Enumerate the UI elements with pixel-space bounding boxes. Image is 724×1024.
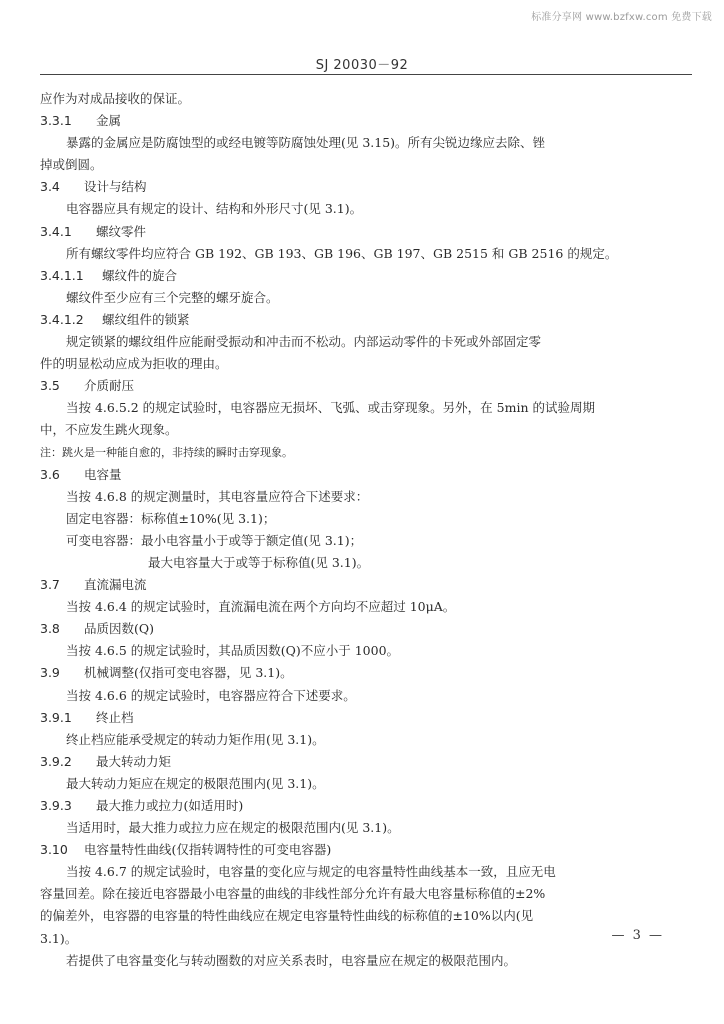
paragraph-line: 固定电容器：标称值±10%(见 3.1)； [66, 510, 276, 526]
paragraph-line: 应作为对成品接收的保证。 [40, 91, 191, 106]
paragraph-line: 若提供了电容量变化与转动圈数的对应关系表时，电容量应在规定的极限范围内。 [66, 952, 517, 968]
section-title: 电容量 [83, 466, 122, 482]
section-title: 直流漏电流 [83, 577, 147, 593]
section-number: 3.5 [40, 378, 60, 394]
paragraph-line: 容量回差。除在接近电容器最小电容量的曲线的非线性部分允许有最大电容量标称值的±2% [40, 886, 546, 902]
section-number: 3.4.1 [40, 223, 72, 239]
section-title: 最大转动力矩 [95, 753, 171, 769]
section-number: 3.4 [40, 179, 60, 195]
paragraph-line: 最大电容量大于或等于标称值(见 3.1)。 [148, 554, 370, 570]
paragraph-line: 当按 4.6.7 的规定试验时，电容量的变化应与规定的电容量特性曲线基本一致，且应无电 [66, 864, 556, 880]
paragraph-line: 所有螺纹零件均应符合 GB 192、GB 193、GB 196、GB 197、GB 2515 和 GB 2516 的规定。 [66, 245, 618, 261]
section-heading [40, 574, 692, 596]
paragraph-line: 当按 4.6.5.2 的规定试验时，电容器应无损坏、飞弧、或击穿现象。另外，在 5min 的试验周期 [66, 400, 595, 416]
paragraph-line: 当按 4.6.4 的规定试验时，直流漏电流在两个方向均不应超过 10μA。 [66, 599, 456, 615]
page-number: — 3 — [611, 928, 664, 943]
section-number: 3.10 [40, 842, 68, 858]
section-number: 3.7 [40, 577, 60, 593]
section-title: 螺纹件的旋合 [101, 267, 177, 283]
section-number: 3.4.1.2 [40, 311, 84, 327]
section-heading [40, 662, 692, 684]
section-number: 3.3.1 [40, 113, 72, 129]
document-body [40, 88, 692, 972]
note-text: 注：跳火是一种能自愈的，非持续的瞬时击穿现象。 [40, 445, 293, 459]
section-number: 3.9.3 [40, 798, 72, 813]
section-title: 螺纹组件的锁紧 [101, 311, 190, 327]
section-title: 品质因数(Q) [83, 621, 154, 637]
section-heading [40, 751, 692, 773]
section-number: 3.9 [40, 665, 60, 681]
paragraph-line: 掉或倒圆。 [40, 157, 103, 173]
paragraph-line: 最大转动力矩应在规定的极限范围内(见 3.1)。 [66, 775, 325, 791]
section-heading [40, 176, 692, 198]
paragraph-line: 3.1)。 [40, 930, 78, 946]
watermark: 标准分享网 www.bzfxw.com 免费下载 [531, 12, 712, 23]
section-title: 设计与结构 [83, 179, 147, 195]
section-heading [40, 309, 692, 331]
paragraph-line: 规定锁紧的螺纹组件应能耐受振动和冲击而不松动。内部运动零件的卡死或外部固定零 [66, 334, 542, 350]
section-heading [40, 707, 692, 729]
section-number: 3.9.2 [40, 753, 72, 769]
section-number: 3.9.1 [40, 709, 72, 725]
section-heading [40, 375, 692, 397]
paragraph-line: 的偏差外，电容器的电容量的特性曲线应在规定电容量特性曲线的标称值的±10%以内(见 [40, 908, 534, 924]
section-heading [40, 464, 692, 486]
paragraph-line: 件的明显松动应成为拒收的理由。 [40, 356, 228, 372]
paragraph-line: 螺纹件至少应有三个完整的螺牙旋合。 [66, 289, 279, 305]
paragraph-line: 当按 4.6.5 的规定试验时，其品质因数(Q)不应小于 1000。 [66, 643, 400, 659]
section-title: 最大推力或拉力(如适用时) [95, 798, 244, 813]
paragraph-line: 当按 4.6.6 的规定试验时，电容器应符合下述要求。 [66, 687, 356, 703]
section-heading [40, 795, 692, 817]
section-title: 电容量特性曲线(仅指转调特性的可变电容器) [83, 842, 332, 858]
section-heading [40, 265, 692, 287]
section-title: 介质耐压 [83, 378, 134, 394]
paragraph-line: 中，不应发生跳火现象。 [40, 422, 178, 438]
page-header-code: SJ 20030－92 [315, 58, 409, 73]
section-title: 终止档 [95, 709, 134, 725]
section-heading [40, 221, 692, 243]
section-heading [40, 839, 692, 861]
section-number: 3.6 [40, 466, 60, 482]
paragraph-line: 终止档应能承受规定的转动力矩作用(见 3.1)。 [66, 731, 325, 747]
section-number: 3.8 [40, 621, 60, 637]
section-title: 机械调整(仅指可变电容器，见 3.1)。 [83, 665, 293, 681]
section-heading [40, 110, 692, 132]
paragraph-line: 可变电容器：最小电容量小于或等于额定值(见 3.1)； [66, 532, 363, 548]
paragraph-line: 当适用时，最大推力或拉力应在规定的极限范围内(见 3.1)。 [66, 820, 400, 836]
paragraph-line: 当按 4.6.8 的规定测量时，其电容量应符合下述要求： [66, 488, 369, 504]
paragraph-line: 暴露的金属应是防腐蚀型的或经电镀等防腐蚀处理(见 3.15)。所有尖锐边缘应去除、锉 [66, 135, 546, 151]
header-rule [40, 74, 692, 75]
paragraph-line: 电容器应具有规定的设计、结构和外形尺寸(见 3.1)。 [66, 201, 363, 217]
section-title: 螺纹零件 [95, 223, 146, 239]
section-title: 金属 [95, 113, 121, 129]
section-number: 3.4.1.1 [40, 267, 84, 283]
section-heading [40, 618, 692, 640]
